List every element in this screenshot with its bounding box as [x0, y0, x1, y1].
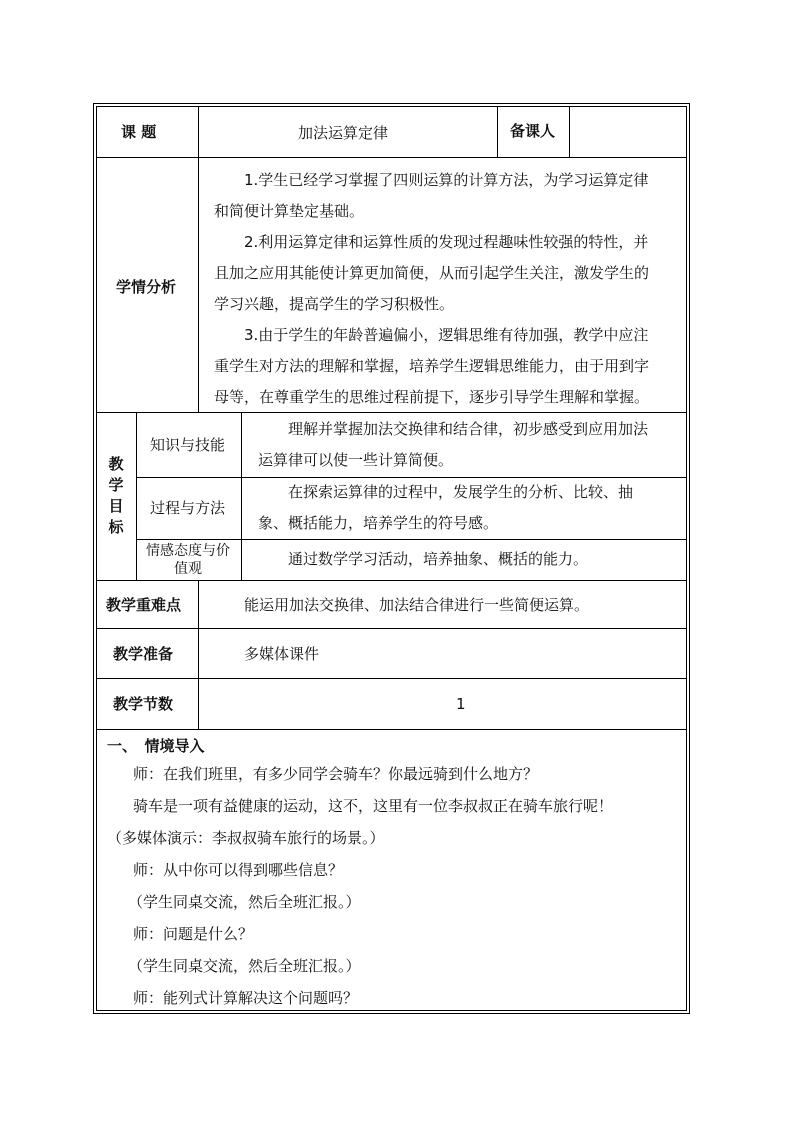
col-divider	[497, 106, 498, 157]
analysis-line: 且加之应用其能使计算更加简便，从而引起学生关注，激发学生的	[214, 264, 650, 282]
col-divider	[569, 106, 570, 157]
col-divider	[198, 106, 199, 157]
analysis-line: 和简便计算垫定基础。	[214, 202, 365, 220]
objective-text-line: 运算律可以使一些计算简便。	[258, 451, 454, 469]
col-divider	[136, 412, 137, 580]
preparation-value: 多媒体课件	[244, 645, 320, 663]
objective-text-line: 理解并掌握加法交换律和结合律，初步感受到应用加法	[288, 420, 649, 438]
col-divider	[198, 157, 199, 412]
process-line: 师：从中你可以得到哪些信息？	[133, 861, 344, 879]
objective-text-line: 通过数学学习活动，培养抽象、概括的能力。	[288, 550, 589, 568]
row-divider	[136, 539, 687, 540]
section-title: 一、 情境导入	[107, 737, 205, 755]
analysis-line: 重学生对方法的理解和掌握，培养学生逻辑思维能力，由于用到字	[214, 357, 650, 375]
periods-value: 1	[456, 695, 466, 713]
analysis-line: 学习兴趣，提高学生的学习积极性。	[214, 295, 455, 313]
analysis-line: 2.利用运算定律和运算性质的发现过程趣味性较强的特性，并	[244, 233, 649, 251]
objective-name-process: 过程与方法	[150, 499, 226, 517]
periods-label: 教学节数	[113, 695, 174, 713]
process-line: （多媒体演示：李叔叔骑车旅行的场景。）	[107, 829, 385, 847]
analysis-label: 学情分析	[116, 278, 177, 296]
row-divider	[96, 580, 687, 581]
col-divider	[241, 412, 242, 580]
objective-text-line: 在探索运算律的过程中，发展学生的分析、比较、抽	[288, 483, 634, 501]
objective-name-knowledge: 知识与技能	[150, 436, 226, 454]
preparer-label: 备课人	[510, 122, 556, 140]
row-divider	[96, 678, 687, 679]
col-divider	[198, 580, 199, 729]
objectives-label: 教学目标	[108, 455, 124, 536]
row-divider	[96, 157, 687, 158]
objective-text-line: 象、概括能力，培养学生的符号感。	[258, 514, 499, 532]
topic-label: 课 题	[121, 123, 157, 141]
process-line: 骑车是一项有益健康的运动，这不，这里有一位李叔叔正在骑车旅行呢！	[133, 797, 614, 815]
process-line: （学生同桌交流，然后全班汇报。）	[128, 957, 361, 975]
row-divider	[96, 729, 687, 730]
process-line: 师：问题是什么？	[133, 925, 254, 943]
process-line: 师：能列式计算解决这个问题吗？	[133, 989, 359, 1007]
analysis-line: 母等，在尊重学生的思维过程前提下，逐步引导学生理解和掌握。	[214, 388, 650, 406]
analysis-line: 1.学生已经学习掌握了四则运算的计算方法，为学习运算定律	[244, 171, 649, 189]
preparation-label: 教学准备	[113, 645, 174, 663]
process-line: 师：在我们班里，有多少同学会骑车？你最远骑到什么地方？	[133, 765, 539, 783]
row-divider	[96, 628, 687, 629]
analysis-line: 3.由于学生的年龄普遍偏小，逻辑思维有待加强，教学中应注	[244, 326, 649, 344]
process-line: （学生同桌交流，然后全班汇报。）	[128, 893, 361, 911]
lesson-plan-table	[93, 103, 690, 1014]
topic-value: 加法运算定律	[298, 124, 389, 142]
objective-name-attitude: 情感态度与价值观	[146, 543, 230, 577]
key-points-label: 教学重难点	[106, 596, 182, 614]
key-points-value: 能运用加法交换律、加法结合律进行一些简便运算。	[244, 596, 590, 614]
